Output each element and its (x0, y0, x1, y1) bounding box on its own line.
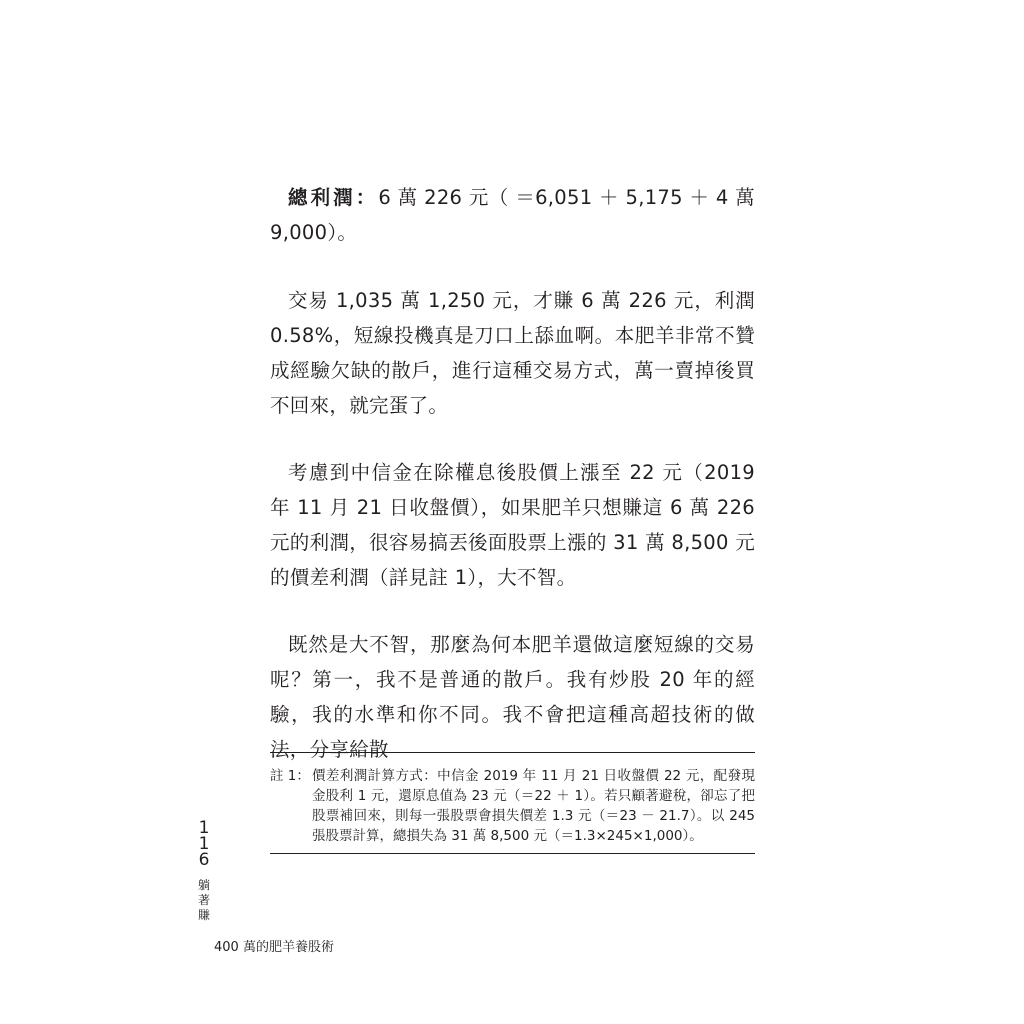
paragraph-total-profit (270, 180, 755, 250)
footnote-text: 價差利潤計算方式：中信金 2019 年 11 月 21 日收盤價 22 元，配發現金股利 1 元，還原息值為 23 元（＝22 ＋ 1）。若只顧著避稅，卻忘了把股票補回來，則每一張股票會損失價差 1.3 元（＝23 － 21.7）。以 245 張股票計算，總損失為 31 萬 8,500 元（＝1.3×245×1,000）。 (312, 768, 755, 844)
running-title-horizontal: 400 萬的肥羊養股術 (214, 940, 334, 955)
footnote-top-rule (270, 752, 755, 753)
total-profit-label: 總利潤： (288, 186, 379, 209)
footnote-label: 註 1： (270, 768, 310, 784)
paragraph-price-difference: 考慮到中信金在除權息後股價上漲至 22 元（2019 年 11 月 21 日收盤價），如果肥羊只想賺這 6 萬 226 元的利潤，很容易搞丟後面股票上漲的 31 萬 8,500 元的價差利潤（詳見註 1），大不智。 (270, 461, 755, 589)
running-title-vertical: 躺著賺 (197, 878, 210, 922)
footnote-bottom-rule (270, 853, 755, 854)
page-number: 116 (198, 818, 210, 870)
footnote (270, 766, 755, 846)
paragraph-trade-profit: 交易 1,035 萬 1,250 元，才賺 6 萬 226 元，利潤 0.58%，短線投機真是刀口上舔血啊。本肥羊非常不贊成經驗欠缺的散戶，進行這種交易方式，萬一賣掉後買不回來，就完蛋了。 (270, 289, 755, 417)
total-profit-text: 6 萬 226 元（ ＝6,051 ＋ 5,175 ＋ 4 萬 9,000）。 (270, 186, 755, 244)
paragraph-why-short-trade: 既然是大不智，那麼為何本肥羊還做這麼短線的交易呢？第一，我不是普通的散戶。我有炒股 20 年的經驗，我的水準和你不同。我不會把這種高超技術的做法，分享給散 (270, 633, 755, 761)
